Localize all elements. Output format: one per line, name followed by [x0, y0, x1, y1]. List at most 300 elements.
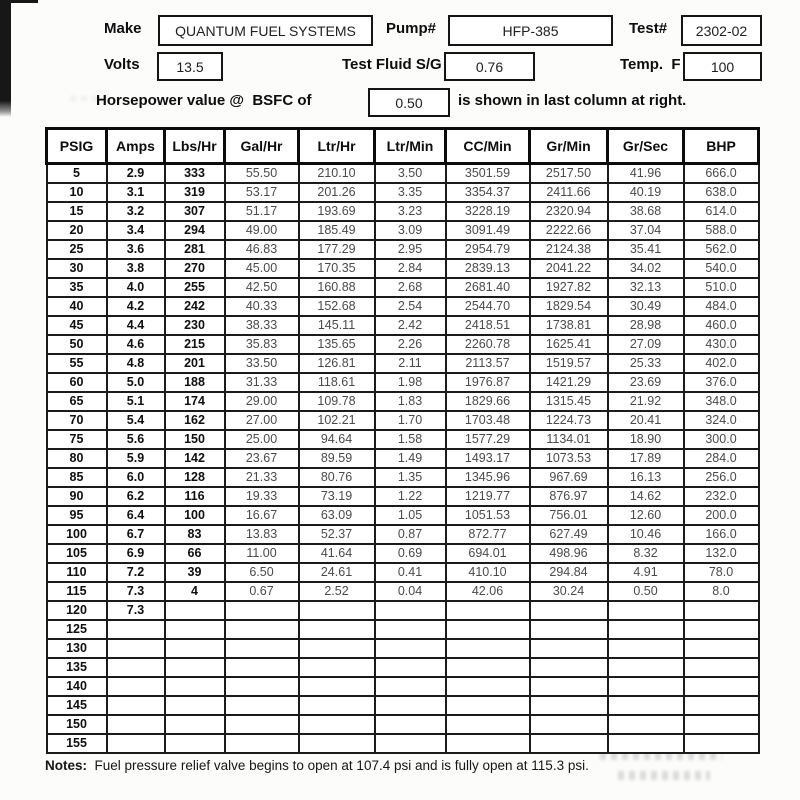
- table-cell: 100: [165, 506, 225, 525]
- scan-edge-corner: [0, 0, 38, 3]
- table-cell: 116: [165, 487, 225, 506]
- table-cell: 694.01: [446, 544, 530, 563]
- table-cell: [446, 734, 530, 753]
- table-cell: 1493.17: [446, 449, 530, 468]
- table-row: [47, 316, 759, 335]
- table-cell: [530, 601, 608, 620]
- table-cell: 232.0: [684, 487, 759, 506]
- table-cell: 5.9: [107, 449, 165, 468]
- bsfc-statement-prefix: Horsepower value @ BSFC of: [96, 92, 312, 109]
- table-cell: 4.0: [107, 278, 165, 297]
- table-cell: 120: [47, 601, 107, 620]
- table-cell: [608, 734, 684, 753]
- table-cell: 126.81: [299, 354, 375, 373]
- table-cell: 5.0: [107, 373, 165, 392]
- table-cell: 46.83: [225, 240, 299, 259]
- table-cell: 2.54: [375, 297, 446, 316]
- table-cell: 21.92: [608, 392, 684, 411]
- table-cell: 1219.77: [446, 487, 530, 506]
- table-cell: 174: [165, 392, 225, 411]
- column-header: BHP: [684, 129, 759, 164]
- table-cell: 45.00: [225, 259, 299, 278]
- table-cell: 66: [165, 544, 225, 563]
- table-cell: 1.49: [375, 449, 446, 468]
- table-cell: 40.33: [225, 297, 299, 316]
- volts-value-box: 13.5: [157, 52, 223, 81]
- table-cell: 35.83: [225, 335, 299, 354]
- table-row: [47, 373, 759, 392]
- table-cell: [225, 715, 299, 734]
- table-row: [47, 544, 759, 563]
- table-cell: 17.89: [608, 449, 684, 468]
- table-row: [47, 582, 759, 601]
- table-cell: [299, 620, 375, 639]
- table-cell: [530, 620, 608, 639]
- table-cell: 102.21: [299, 411, 375, 430]
- table-cell: 627.49: [530, 525, 608, 544]
- table-cell: 1829.54: [530, 297, 608, 316]
- table-cell: 281: [165, 240, 225, 259]
- table-cell: 70: [47, 411, 107, 430]
- table-cell: 967.69: [530, 468, 608, 487]
- table-row: [47, 297, 759, 316]
- table-cell: [530, 639, 608, 658]
- table-cell: 95: [47, 506, 107, 525]
- table-cell: 8.32: [608, 544, 684, 563]
- pump-number-value-box: HFP-385: [448, 15, 613, 46]
- table-cell: [299, 658, 375, 677]
- table-cell: 255: [165, 278, 225, 297]
- table-cell: 2222.66: [530, 221, 608, 240]
- table-cell: 3228.19: [446, 202, 530, 221]
- column-header: Ltr/Hr: [299, 129, 375, 164]
- table-body: [47, 164, 759, 754]
- table-cell: 1.83: [375, 392, 446, 411]
- table-cell: [165, 658, 225, 677]
- table-cell: 160.88: [299, 278, 375, 297]
- table-row: [47, 715, 759, 734]
- table-row: [47, 221, 759, 240]
- table-cell: [107, 715, 165, 734]
- table-cell: 0.87: [375, 525, 446, 544]
- table-cell: 177.29: [299, 240, 375, 259]
- table-cell: 540.0: [684, 259, 759, 278]
- table-cell: 588.0: [684, 221, 759, 240]
- table-cell: 5.1: [107, 392, 165, 411]
- table-cell: [225, 734, 299, 753]
- table-cell: [107, 677, 165, 696]
- table-cell: 41.96: [608, 164, 684, 184]
- table-cell: 242: [165, 297, 225, 316]
- table-cell: 40: [47, 297, 107, 316]
- table-cell: 210.10: [299, 164, 375, 184]
- table-cell: [225, 677, 299, 696]
- table-cell: 132.0: [684, 544, 759, 563]
- table-cell: 2411.66: [530, 183, 608, 202]
- table-cell: 115: [47, 582, 107, 601]
- table-row: [47, 164, 759, 184]
- table-cell: 4.91: [608, 563, 684, 582]
- table-cell: 145: [47, 696, 107, 715]
- table-cell: 3.1: [107, 183, 165, 202]
- bsfc-value-box: 0.50: [368, 88, 450, 117]
- table-cell: 2320.94: [530, 202, 608, 221]
- table-row: [47, 563, 759, 582]
- table-cell: 118.61: [299, 373, 375, 392]
- table-cell: [446, 715, 530, 734]
- table-cell: 39: [165, 563, 225, 582]
- table-cell: [165, 601, 225, 620]
- table-cell: 23.67: [225, 449, 299, 468]
- table-cell: 300.0: [684, 430, 759, 449]
- table-cell: 430.0: [684, 335, 759, 354]
- table-cell: [446, 677, 530, 696]
- table-cell: 215: [165, 335, 225, 354]
- test-fluid-sg-value-box: 0.76: [444, 52, 535, 81]
- table-cell: [530, 696, 608, 715]
- table-cell: 1703.48: [446, 411, 530, 430]
- table-cell: [530, 658, 608, 677]
- table-cell: 484.0: [684, 297, 759, 316]
- table-cell: 3.23: [375, 202, 446, 221]
- table-cell: [299, 601, 375, 620]
- table-row: [47, 335, 759, 354]
- table-cell: 25: [47, 240, 107, 259]
- notes-label: Notes:: [45, 758, 88, 773]
- temperature-value-box: 100: [683, 52, 762, 81]
- table-cell: 5: [47, 164, 107, 184]
- table-cell: 105: [47, 544, 107, 563]
- table-cell: [107, 658, 165, 677]
- table-cell: 1976.87: [446, 373, 530, 392]
- table-cell: [446, 639, 530, 658]
- table-cell: 3.50: [375, 164, 446, 184]
- table-cell: [684, 639, 759, 658]
- table-cell: 3.4: [107, 221, 165, 240]
- table-cell: [165, 696, 225, 715]
- table-cell: 35: [47, 278, 107, 297]
- table-row: [47, 240, 759, 259]
- table-cell: 150: [47, 715, 107, 734]
- test-number-label: Test#: [629, 20, 668, 37]
- table-cell: [608, 658, 684, 677]
- table-cell: [225, 620, 299, 639]
- table-cell: 28.98: [608, 316, 684, 335]
- table-cell: 29.00: [225, 392, 299, 411]
- table-cell: [107, 620, 165, 639]
- table-cell: 125: [47, 620, 107, 639]
- table-cell: 128: [165, 468, 225, 487]
- table-cell: 85: [47, 468, 107, 487]
- table-cell: 0.04: [375, 582, 446, 601]
- table-cell: 80.76: [299, 468, 375, 487]
- table-cell: 135.65: [299, 335, 375, 354]
- table-cell: 89.59: [299, 449, 375, 468]
- table-row: [47, 259, 759, 278]
- pump-test-table: [45, 127, 760, 754]
- column-header: Lbs/Hr: [165, 129, 225, 164]
- table-cell: 307: [165, 202, 225, 221]
- table-cell: 73.19: [299, 487, 375, 506]
- table-cell: 32.13: [608, 278, 684, 297]
- table-cell: 145.11: [299, 316, 375, 335]
- table-cell: 6.50: [225, 563, 299, 582]
- table-cell: 1738.81: [530, 316, 608, 335]
- table-cell: [299, 639, 375, 658]
- table-cell: 1927.82: [530, 278, 608, 297]
- table-cell: [375, 601, 446, 620]
- table-cell: 27.00: [225, 411, 299, 430]
- table-cell: 1073.53: [530, 449, 608, 468]
- table-cell: 1051.53: [446, 506, 530, 525]
- table-cell: 7.2: [107, 563, 165, 582]
- table-cell: 510.0: [684, 278, 759, 297]
- table-cell: [375, 658, 446, 677]
- table-cell: 53.17: [225, 183, 299, 202]
- table-cell: 41.64: [299, 544, 375, 563]
- notes-line: [45, 758, 589, 773]
- table-cell: [299, 734, 375, 753]
- table-cell: [165, 620, 225, 639]
- make-value-box: QUANTUM FUEL SYSTEMS: [158, 15, 373, 46]
- table-cell: 63.09: [299, 506, 375, 525]
- table-cell: 193.69: [299, 202, 375, 221]
- table-cell: 110: [47, 563, 107, 582]
- table-cell: 498.96: [530, 544, 608, 563]
- table-cell: 75: [47, 430, 107, 449]
- table-cell: 319: [165, 183, 225, 202]
- table-cell: 142: [165, 449, 225, 468]
- table-cell: 188: [165, 373, 225, 392]
- table-cell: [530, 715, 608, 734]
- table-cell: 6.4: [107, 506, 165, 525]
- table-cell: 2517.50: [530, 164, 608, 184]
- table-cell: 8.0: [684, 582, 759, 601]
- table-cell: 876.97: [530, 487, 608, 506]
- table-row: [47, 278, 759, 297]
- table-cell: 2041.22: [530, 259, 608, 278]
- table-cell: 13.83: [225, 525, 299, 544]
- table-cell: 155: [47, 734, 107, 753]
- table-cell: 201.26: [299, 183, 375, 202]
- column-header: Gr/Sec: [608, 129, 684, 164]
- table-cell: [107, 734, 165, 753]
- table-cell: 1421.29: [530, 373, 608, 392]
- bsfc-statement-suffix: is shown in last column at right.: [458, 92, 687, 109]
- table-cell: 55: [47, 354, 107, 373]
- table-cell: 0.67: [225, 582, 299, 601]
- table-cell: 51.17: [225, 202, 299, 221]
- table-cell: 756.01: [530, 506, 608, 525]
- table-cell: 170.35: [299, 259, 375, 278]
- table-cell: [446, 620, 530, 639]
- table-cell: 6.0: [107, 468, 165, 487]
- table-cell: [375, 639, 446, 658]
- table-row: [47, 525, 759, 544]
- table-cell: 0.50: [608, 582, 684, 601]
- table-cell: 35.41: [608, 240, 684, 259]
- table-cell: 42.50: [225, 278, 299, 297]
- table-cell: [165, 639, 225, 658]
- temperature-label: Temp. F: [620, 56, 681, 73]
- table-cell: 135: [47, 658, 107, 677]
- table-cell: 140: [47, 677, 107, 696]
- table-row: [47, 696, 759, 715]
- table-cell: [530, 677, 608, 696]
- table-row: [47, 734, 759, 753]
- table-cell: 2.84: [375, 259, 446, 278]
- table-cell: 348.0: [684, 392, 759, 411]
- table-row: [47, 183, 759, 202]
- table-cell: 294: [165, 221, 225, 240]
- table-cell: 2954.79: [446, 240, 530, 259]
- table-cell: 38.68: [608, 202, 684, 221]
- table-row: [47, 411, 759, 430]
- table-cell: 166.0: [684, 525, 759, 544]
- table-cell: 460.0: [684, 316, 759, 335]
- table-cell: [684, 620, 759, 639]
- table-cell: 256.0: [684, 468, 759, 487]
- table-cell: 270: [165, 259, 225, 278]
- table-cell: 1345.96: [446, 468, 530, 487]
- table-cell: 376.0: [684, 373, 759, 392]
- column-header: Gal/Hr: [225, 129, 299, 164]
- column-header: Gr/Min: [530, 129, 608, 164]
- table-row: [47, 468, 759, 487]
- table-cell: 60: [47, 373, 107, 392]
- column-header: Ltr/Min: [375, 129, 446, 164]
- table-cell: 201: [165, 354, 225, 373]
- table-cell: 0.41: [375, 563, 446, 582]
- table-cell: 1.70: [375, 411, 446, 430]
- table-row: [47, 639, 759, 658]
- table-cell: [165, 677, 225, 696]
- table-cell: [446, 658, 530, 677]
- table-cell: 614.0: [684, 202, 759, 221]
- table-cell: [608, 677, 684, 696]
- table-cell: 7.3: [107, 601, 165, 620]
- table-cell: 20: [47, 221, 107, 240]
- table-cell: 6.7: [107, 525, 165, 544]
- table-cell: [299, 715, 375, 734]
- table-cell: 3.09: [375, 221, 446, 240]
- table-cell: 1829.66: [446, 392, 530, 411]
- table-cell: [684, 601, 759, 620]
- table-cell: 12.60: [608, 506, 684, 525]
- table-cell: 402.0: [684, 354, 759, 373]
- table-cell: 5.6: [107, 430, 165, 449]
- test-fluid-sg-label: Test Fluid S/G: [342, 56, 442, 73]
- table-cell: 30: [47, 259, 107, 278]
- table-cell: [225, 658, 299, 677]
- table-cell: [684, 696, 759, 715]
- table-cell: [165, 715, 225, 734]
- table-cell: 10: [47, 183, 107, 202]
- table-cell: 294.84: [530, 563, 608, 582]
- table-cell: 4: [165, 582, 225, 601]
- table-cell: 25.33: [608, 354, 684, 373]
- table-cell: [446, 601, 530, 620]
- table-cell: 30.24: [530, 582, 608, 601]
- table-cell: 14.62: [608, 487, 684, 506]
- scan-artifact: [618, 771, 710, 780]
- volts-label: Volts: [104, 56, 140, 73]
- table-cell: [107, 696, 165, 715]
- table-cell: 100: [47, 525, 107, 544]
- table-cell: 24.61: [299, 563, 375, 582]
- table-cell: [684, 734, 759, 753]
- table-cell: 94.64: [299, 430, 375, 449]
- table-cell: 4.4: [107, 316, 165, 335]
- table-row: [47, 677, 759, 696]
- table-row: [47, 487, 759, 506]
- table-cell: 3091.49: [446, 221, 530, 240]
- table-cell: 150: [165, 430, 225, 449]
- table-cell: 284.0: [684, 449, 759, 468]
- table-cell: 5.4: [107, 411, 165, 430]
- data-table: [45, 127, 760, 754]
- table-cell: 90: [47, 487, 107, 506]
- table-cell: [530, 734, 608, 753]
- table-cell: 2113.57: [446, 354, 530, 373]
- table-cell: 1.05: [375, 506, 446, 525]
- table-cell: 50: [47, 335, 107, 354]
- table-cell: [165, 734, 225, 753]
- table-cell: [684, 677, 759, 696]
- table-cell: 4.2: [107, 297, 165, 316]
- table-row: [47, 620, 759, 639]
- table-row: [47, 392, 759, 411]
- table-cell: 1315.45: [530, 392, 608, 411]
- table-cell: 23.69: [608, 373, 684, 392]
- table-header-row: [47, 129, 759, 164]
- table-cell: 40.19: [608, 183, 684, 202]
- table-cell: [684, 658, 759, 677]
- table-cell: 1625.41: [530, 335, 608, 354]
- table-cell: [608, 696, 684, 715]
- table-cell: 55.50: [225, 164, 299, 184]
- table-cell: [375, 734, 446, 753]
- table-cell: 162: [165, 411, 225, 430]
- table-cell: 2124.38: [530, 240, 608, 259]
- pump-number-label: Pump#: [386, 20, 437, 37]
- table-cell: 80: [47, 449, 107, 468]
- table-cell: 18.90: [608, 430, 684, 449]
- table-row: [47, 449, 759, 468]
- table-cell: [608, 620, 684, 639]
- table-cell: 3.6: [107, 240, 165, 259]
- table-cell: 20.41: [608, 411, 684, 430]
- table-cell: 2.95: [375, 240, 446, 259]
- table-cell: 1.58: [375, 430, 446, 449]
- table-cell: 1577.29: [446, 430, 530, 449]
- table-cell: [107, 639, 165, 658]
- table-cell: 3354.37: [446, 183, 530, 202]
- test-number-value-box: 2302-02: [681, 15, 762, 46]
- table-cell: 3501.59: [446, 164, 530, 184]
- table-cell: 2544.70: [446, 297, 530, 316]
- table-cell: 83: [165, 525, 225, 544]
- table-cell: 1.98: [375, 373, 446, 392]
- table-cell: 16.13: [608, 468, 684, 487]
- notes-text: Fuel pressure relief valve begins to open at 107.4 psi and is fully open at 115.3 psi.: [94, 758, 589, 773]
- table-cell: [608, 715, 684, 734]
- table-cell: 4.8: [107, 354, 165, 373]
- table-cell: 34.02: [608, 259, 684, 278]
- table-row: [47, 354, 759, 373]
- table-cell: [375, 696, 446, 715]
- table-cell: 2.52: [299, 582, 375, 601]
